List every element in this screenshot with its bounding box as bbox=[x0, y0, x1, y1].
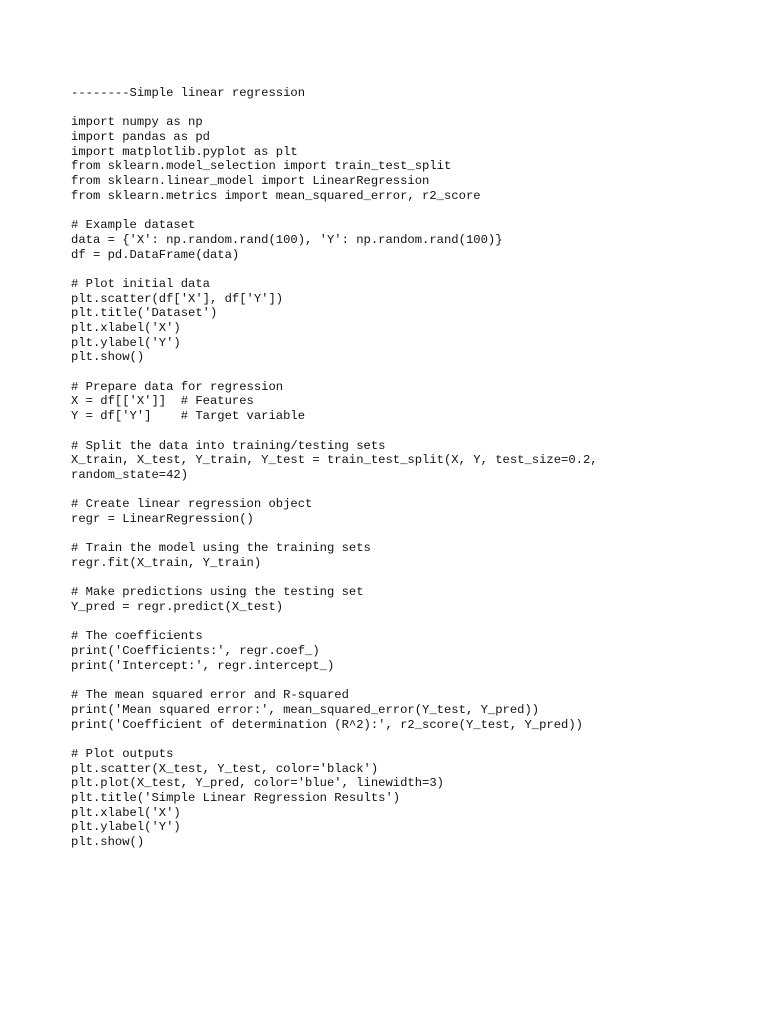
code-listing bbox=[71, 86, 751, 850]
blank-line bbox=[71, 615, 751, 630]
code-line: print('Intercept:', regr.intercept_) bbox=[71, 658, 335, 673]
code-line: from sklearn.model_selection import train_test_split bbox=[71, 159, 452, 174]
blank-line bbox=[71, 204, 751, 219]
blank-line bbox=[71, 424, 751, 439]
code-line: plt.scatter(X_test, Y_test, color='black') bbox=[71, 761, 379, 776]
code-line: plt.show() bbox=[71, 835, 145, 850]
code-line: plt.xlabel('X') bbox=[71, 321, 181, 335]
code-line: plt.scatter(df['X'], df['Y']) bbox=[71, 291, 284, 306]
code-line: # Split the data into training/testing sets bbox=[71, 438, 386, 453]
blank-line bbox=[71, 527, 751, 542]
code-line: df = pd.DataFrame(data) bbox=[71, 247, 240, 262]
code-line: data = {'X': np.random.rand(100), 'Y': np.random.rand(100)} bbox=[71, 232, 503, 247]
code-line: # Plot outputs bbox=[71, 746, 174, 761]
blank-line bbox=[71, 101, 751, 116]
blank-line bbox=[71, 262, 751, 277]
code-line: plt.plot(X_test, Y_pred, color='blue', linewidth=3) bbox=[71, 776, 444, 791]
code-line: regr = LinearRegression() bbox=[71, 511, 254, 526]
code-line: # The coefficients bbox=[71, 629, 203, 644]
code-line: plt.title('Simple Linear Regression Results') bbox=[71, 791, 401, 805]
code-line: print('Mean squared error:', mean_squared_error(Y_test, Y_pred)) bbox=[71, 702, 540, 717]
code-line: # The mean squared error and R-squared bbox=[71, 688, 349, 703]
blank-line bbox=[71, 365, 751, 380]
code-line: import pandas as pd bbox=[71, 130, 210, 145]
code-line: print('Coefficient of determination (R^2):', r2_score(Y_test, Y_pred)) bbox=[71, 717, 583, 732]
code-line: from sklearn.linear_model import LinearRegression bbox=[71, 174, 430, 189]
code-line: # Plot initial data bbox=[71, 276, 210, 291]
code-line: # Train the model using the training sets bbox=[71, 541, 371, 556]
code-line: --------Simple linear regression bbox=[71, 86, 306, 100]
code-line: X_train, X_test, Y_train, Y_test = train_test_split(X, Y, test_size=0.2, bbox=[71, 453, 598, 468]
blank-line bbox=[71, 483, 751, 498]
code-line: plt.show() bbox=[71, 350, 145, 365]
blank-line bbox=[71, 732, 751, 747]
code-line: # Make predictions using the testing set bbox=[71, 585, 364, 600]
code-line: Y = df['Y'] # Target variable bbox=[71, 409, 306, 424]
code-line: from sklearn.metrics import mean_squared_error, r2_score bbox=[71, 188, 481, 203]
code-line: import numpy as np bbox=[71, 115, 203, 130]
code-line: plt.ylabel('Y') bbox=[71, 335, 181, 350]
code-line: plt.ylabel('Y') bbox=[71, 820, 181, 835]
code-line: # Create linear regression object bbox=[71, 497, 313, 512]
code-line: # Prepare data for regression bbox=[71, 379, 284, 394]
code-line: Y_pred = regr.predict(X_test) bbox=[71, 600, 284, 615]
code-line: random_state=42) bbox=[71, 467, 189, 482]
code-line: plt.title('Dataset') bbox=[71, 306, 218, 321]
code-line: # Example dataset bbox=[71, 218, 196, 233]
code-line: regr.fit(X_train, Y_train) bbox=[71, 556, 262, 570]
code-line: import matplotlib.pyplot as plt bbox=[71, 144, 298, 159]
blank-line bbox=[71, 674, 751, 689]
code-line: plt.xlabel('X') bbox=[71, 805, 181, 820]
code-line: X = df[['X']] # Features bbox=[71, 394, 254, 409]
code-line: print('Coefficients:', regr.coef_) bbox=[71, 644, 320, 659]
blank-line bbox=[71, 571, 751, 586]
